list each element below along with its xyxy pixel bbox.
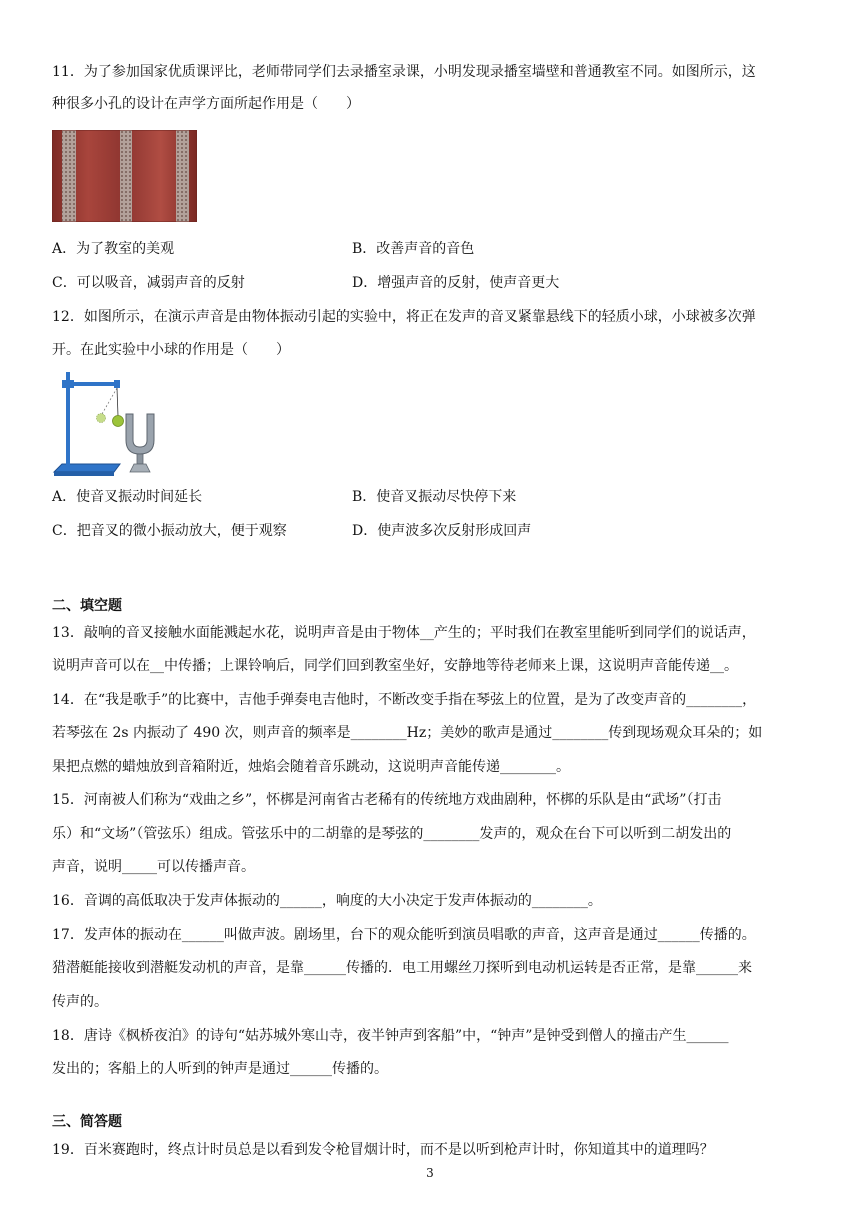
q13-text-line2: 说明声音可以在__中传播；上课铃响后，同学们回到教室坐好，安静地等待老师来上课，这说明声音能传递__。 xyxy=(52,658,738,674)
q18-text-line1: 18．唐诗《枫桥夜泊》的诗句“姑苏城外寒山寺，夜半钟声到客船”中，“钟声”是钟受到僧人的撞击产生______ xyxy=(52,1028,729,1044)
q17-text-line2: 猎潜艇能接收到潜艇发动机的声音，是靠______传播的．电工用螺丝刀探听到电动机运转是否正常，是靠______来 xyxy=(52,960,752,976)
q12-text-line1: 12．如图所示，在演示声音是由物体振动引起的实验中，将正在发声的音叉紧靠悬线下的轻质小球，小球被多次弹 xyxy=(52,309,756,325)
q15-text-line3: 声音，说明_____可以传播声音。 xyxy=(52,859,255,875)
q12-text-line2: 开。在此实验中小球的作用是（ ） xyxy=(52,342,290,358)
q14-text-line1: 14．在“我是歌手”的比赛中，吉他手弹奏电吉他时，不断改变手指在琴弦上的位置，是为了改变声音的________， xyxy=(52,692,757,708)
q17-text-line1: 17．发声体的振动在______叫做声波。剧场里，台下的观众能听到演员唱歌的声音，这声音是通过______传播的。 xyxy=(52,927,756,943)
q11-text-line2: 种很多小孔的设计在声学方面所起作用是（ ） xyxy=(52,96,360,112)
q11-option-c: C．可以吸音，减弱声音的反射 xyxy=(52,275,245,291)
studio-wall-photo xyxy=(52,130,197,222)
q14-text-line3: 果把点燃的蜡烛放到音箱附近，烛焰会随着音乐跳动，这说明声音能传递________。 xyxy=(52,759,570,775)
section-fill-in-title: 二、填空题 xyxy=(52,598,122,614)
q12-option-a: A．使音叉振动时间延长 xyxy=(52,489,203,505)
q18-text-line2: 发出的；客船上的人听到的钟声是通过______传播的。 xyxy=(52,1061,388,1077)
q12-option-b: B．使音叉振动尽快停下来 xyxy=(352,489,517,505)
q12-option-c: C．把音叉的微小振动放大，便于观察 xyxy=(52,523,287,539)
section-short-answer-title: 三、简答题 xyxy=(52,1114,122,1130)
q11-option-d: D．增强声音的反射，使声音更大 xyxy=(352,275,560,291)
q11-option-b: B．改善声音的音色 xyxy=(352,241,475,257)
q12-option-d: D．使声波多次反射形成回声 xyxy=(352,523,532,539)
q15-text-line2: 乐）和“文场”（管弦乐）组成。管弦乐中的二胡靠的是琴弦的________发声的，观众在台下可以听到二胡发出的 xyxy=(52,826,732,842)
q13-text-line1: 13．敲响的音叉接触水面能溅起水花，说明声音是由于物体__产生的；平时我们在教室里能听到同学们的说话声， xyxy=(52,625,756,641)
tuning-fork-apparatus xyxy=(52,368,172,480)
q11-text-line1: 11．为了参加国家优质课评比，老师带同学们去录播室录课，小明发现录播室墙壁和普通教室不同。如图所示，这 xyxy=(52,64,756,80)
q15-text-line1: 15．河南被人们称为“戏曲之乡”，怀梆是河南省古老稀有的传统地方戏曲剧种，怀梆的乐队是由“武场”（打击 xyxy=(52,792,722,808)
q16-text-line1: 16．音调的高低取决于发声体振动的______，响度的大小决定于发声体振动的________。 xyxy=(52,893,602,909)
q17-text-line3: 传声的。 xyxy=(52,994,108,1010)
q19-text-line1: 19．百米赛跑时，终点计时员总是以看到发令枪冒烟计时，而不是以听到枪声计时，你知道其中的道理吗？ xyxy=(52,1142,714,1158)
q14-text-line2: 若琴弦在 2s 内振动了 490 次，则声音的频率是________Hz；美妙的歌声是通过________传到现场观众耳朵的；如 xyxy=(52,725,763,741)
page-number: 3 xyxy=(426,1166,434,1180)
q11-option-a: A．为了教室的美观 xyxy=(52,241,175,257)
